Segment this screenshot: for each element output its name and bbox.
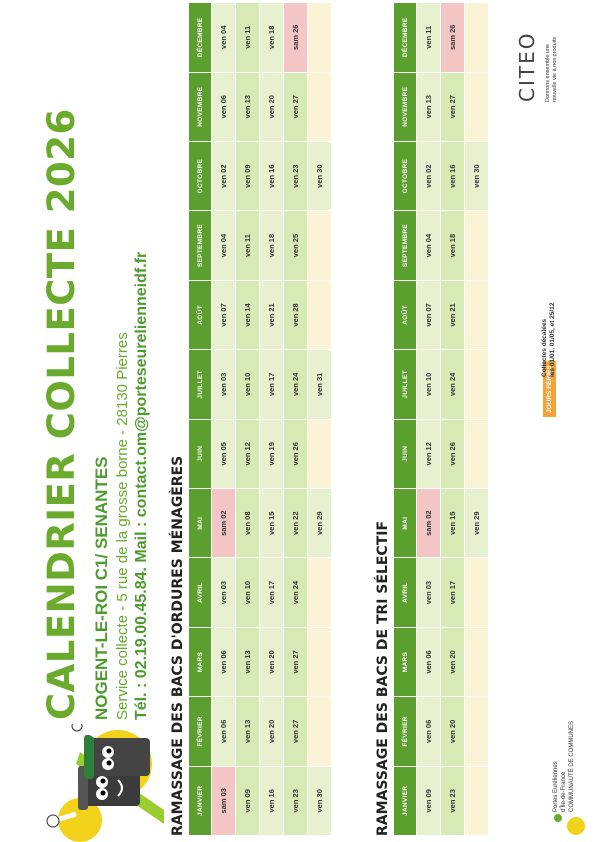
month-header: MAI xyxy=(394,488,417,557)
collection-date-cell: ven 08 xyxy=(236,488,260,557)
month-header: JUIN xyxy=(189,419,212,488)
collection-date-cell: ven 09 xyxy=(236,766,260,835)
collection-date-cell: ven 27 xyxy=(441,72,465,141)
collection-date-cell: ven 06 xyxy=(417,697,441,766)
collection-date-cell xyxy=(465,350,489,419)
feries-note-line2: les 01/01, 01/05, et 25/12 xyxy=(549,302,556,377)
feries-note-line1: Collectes décalées xyxy=(541,318,548,377)
collection-date-cell: ven 12 xyxy=(417,419,441,488)
collection-date-cell: ven 06 xyxy=(212,627,236,696)
collection-date-cell: ven 27 xyxy=(284,697,308,766)
month-header: AOÛT xyxy=(189,280,212,349)
collection-date-cell: ven 24 xyxy=(284,558,308,627)
table-row xyxy=(260,3,284,836)
month-header: SEPTEMBRE xyxy=(394,211,417,280)
collection-date-cell: ven 21 xyxy=(441,280,465,349)
month-header: JUILLET xyxy=(189,350,212,419)
citeo-logo: CITEO xyxy=(515,31,539,102)
collection-date-cell: ven 13 xyxy=(236,627,260,696)
collection-date-cell xyxy=(465,419,489,488)
collection-date-cell xyxy=(308,697,332,766)
collection-date-cell: sam 26 xyxy=(284,3,308,73)
collection-date-cell xyxy=(465,3,489,73)
collection-date-cell xyxy=(308,3,332,73)
collection-date-cell xyxy=(308,72,332,141)
partner-logo-icon xyxy=(548,810,588,838)
collection-date-cell: ven 24 xyxy=(441,350,465,419)
collection-date-cell: ven 07 xyxy=(212,280,236,349)
month-header: AVRIL xyxy=(189,558,212,627)
citeo-tagline xyxy=(545,37,559,102)
collection-date-cell: ven 05 xyxy=(212,419,236,488)
collection-date-cell: ven 09 xyxy=(236,141,260,210)
collection-date-cell xyxy=(465,558,489,627)
collection-date-cell: ven 23 xyxy=(441,766,465,835)
ordures-section-title: RAMASSAGE DES BACS D'ORDURES MÉNAGÈRES xyxy=(170,455,186,836)
collection-date-cell: sam 02 xyxy=(212,488,236,557)
collection-date-cell xyxy=(308,419,332,488)
collection-date-cell: ven 03 xyxy=(417,558,441,627)
contact-info: Tél. : 02.19.00.45.84. Mail : contact.om@porteseurelienneidf.fr xyxy=(133,251,150,720)
commune-subtitle: NOGENT-LE-ROI C1/ SENANTES xyxy=(92,456,111,720)
collection-date-cell: ven 27 xyxy=(284,627,308,696)
collection-date-cell: ven 25 xyxy=(284,211,308,280)
partner-name-line1: Portes Euréliennes xyxy=(553,761,559,812)
collection-date-cell xyxy=(465,211,489,280)
partner-name-line3: COMMUNAUTÉ DE COMMUNES xyxy=(569,721,575,812)
collection-date-cell: ven 30 xyxy=(308,141,332,210)
collection-date-cell: ven 10 xyxy=(236,350,260,419)
collection-date-cell: ven 29 xyxy=(465,488,489,557)
jours-feries-note xyxy=(541,303,557,377)
collection-date-cell xyxy=(308,211,332,280)
collection-date-cell: sam 03 xyxy=(212,766,236,835)
month-header: OCTOBRE xyxy=(394,141,417,210)
collection-date-cell: ven 06 xyxy=(212,697,236,766)
collection-date-cell: ven 11 xyxy=(417,3,441,73)
collection-date-cell: ven 30 xyxy=(465,141,489,210)
collection-date-cell: ven 09 xyxy=(417,766,441,835)
collection-date-cell: ven 16 xyxy=(441,141,465,210)
month-header: JANVIER xyxy=(189,766,212,835)
collection-date-cell: ven 29 xyxy=(308,488,332,557)
month-header: JUILLET xyxy=(394,350,417,419)
collection-date-cell: ven 04 xyxy=(212,211,236,280)
tri-section-title: RAMASSAGE DES BACS DE TRI SÉLECTIF xyxy=(375,520,391,836)
collection-date-cell: ven 07 xyxy=(417,280,441,349)
collection-date-cell xyxy=(308,280,332,349)
collection-date-cell: ven 20 xyxy=(260,72,284,141)
table-row xyxy=(465,3,489,836)
collection-date-cell: ven 27 xyxy=(284,72,308,141)
month-header: JANVIER xyxy=(394,766,417,835)
collection-date-cell: ven 06 xyxy=(212,72,236,141)
table-row xyxy=(308,3,332,836)
collection-date-cell: ven 17 xyxy=(260,350,284,419)
collection-date-cell: ven 11 xyxy=(236,3,260,73)
table-row xyxy=(441,3,465,836)
jours-feries-badge: JOURS FÉRIÉS xyxy=(543,361,556,417)
table-row xyxy=(212,3,236,836)
collection-date-cell xyxy=(465,627,489,696)
collection-date-cell: ven 03 xyxy=(212,350,236,419)
collection-date-cell: ven 10 xyxy=(236,558,260,627)
collection-date-cell: sam 26 xyxy=(441,3,465,73)
collection-date-cell: ven 13 xyxy=(236,72,260,141)
table-row xyxy=(284,3,308,836)
month-header: OCTOBRE xyxy=(189,141,212,210)
month-header: NOVEMBRE xyxy=(394,72,417,141)
citeo-tagline-line1: Donnons ensemble une xyxy=(545,43,551,102)
collection-date-cell xyxy=(465,766,489,835)
month-header: DÉCEMBRE xyxy=(394,3,417,73)
collection-date-cell: ven 28 xyxy=(284,280,308,349)
collection-date-cell xyxy=(465,697,489,766)
collection-date-cell: ven 30 xyxy=(308,766,332,835)
page-title: CALENDRIER COLLECTE 2026 xyxy=(40,108,83,720)
collection-date-cell: ven 03 xyxy=(212,558,236,627)
month-header: FÉVRIER xyxy=(394,697,417,766)
collection-date-cell: ven 15 xyxy=(260,488,284,557)
month-header: FÉVRIER xyxy=(189,697,212,766)
collection-date-cell: ven 17 xyxy=(260,558,284,627)
collection-date-cell: ven 02 xyxy=(212,141,236,210)
collection-date-cell: ven 13 xyxy=(417,72,441,141)
month-header: AVRIL xyxy=(394,558,417,627)
collection-date-cell: ven 18 xyxy=(260,3,284,73)
collection-date-cell: ven 24 xyxy=(284,350,308,419)
collection-date-cell: ven 26 xyxy=(441,419,465,488)
collection-date-cell: ven 20 xyxy=(260,627,284,696)
collection-date-cell: ven 15 xyxy=(441,488,465,557)
collection-date-cell: ven 16 xyxy=(260,766,284,835)
partner-name-line2: d'Île-de-France xyxy=(561,771,567,812)
collection-date-cell: ven 14 xyxy=(236,280,260,349)
collection-date-cell: ven 04 xyxy=(417,211,441,280)
collection-date-cell: ven 17 xyxy=(441,558,465,627)
collection-date-cell: ven 11 xyxy=(236,211,260,280)
collection-date-cell: ven 21 xyxy=(260,280,284,349)
collection-date-cell: sam 02 xyxy=(417,488,441,557)
month-header: AOÛT xyxy=(394,280,417,349)
collection-date-cell: ven 26 xyxy=(284,419,308,488)
month-header: MARS xyxy=(394,627,417,696)
collection-date-cell: ven 16 xyxy=(260,141,284,210)
collection-date-cell: ven 13 xyxy=(236,697,260,766)
month-header: MARS xyxy=(189,627,212,696)
collection-date-cell: ven 20 xyxy=(441,697,465,766)
tri-calendar-table xyxy=(393,2,489,836)
collection-date-cell: ven 18 xyxy=(441,211,465,280)
service-address: Service collecte - 5 rue de la grosse borne - 28130 Pierres xyxy=(114,332,131,720)
collection-date-cell: ven 23 xyxy=(284,141,308,210)
collection-date-cell xyxy=(465,280,489,349)
collection-date-cell: ven 12 xyxy=(236,419,260,488)
collection-date-cell: ven 20 xyxy=(441,627,465,696)
collection-date-cell: ven 23 xyxy=(284,766,308,835)
month-header: JUIN xyxy=(394,419,417,488)
collection-date-cell: ven 06 xyxy=(417,627,441,696)
citeo-tagline-line2: nouvelle vie à nos produits xyxy=(552,36,558,102)
collection-date-cell: ven 22 xyxy=(284,488,308,557)
month-header: DÉCEMBRE xyxy=(189,3,212,73)
collection-date-cell: ven 19 xyxy=(260,419,284,488)
month-header: SEPTEMBRE xyxy=(189,211,212,280)
collection-date-cell: ven 02 xyxy=(417,141,441,210)
ordures-calendar-table xyxy=(188,2,332,836)
collection-date-cell: ven 10 xyxy=(417,350,441,419)
partner-logo-text xyxy=(552,721,576,812)
trash-bin-mascot-icon xyxy=(36,724,164,834)
table-row xyxy=(417,3,441,836)
table-row xyxy=(236,3,260,836)
collection-date-cell xyxy=(465,72,489,141)
collection-date-cell: ven 04 xyxy=(212,3,236,73)
collection-date-cell: ven 31 xyxy=(308,350,332,419)
collection-date-cell: ven 20 xyxy=(260,697,284,766)
collection-date-cell: ven 18 xyxy=(260,211,284,280)
month-header: MAI xyxy=(189,488,212,557)
collection-date-cell xyxy=(308,558,332,627)
collection-date-cell xyxy=(308,627,332,696)
month-header: NOVEMBRE xyxy=(189,72,212,141)
